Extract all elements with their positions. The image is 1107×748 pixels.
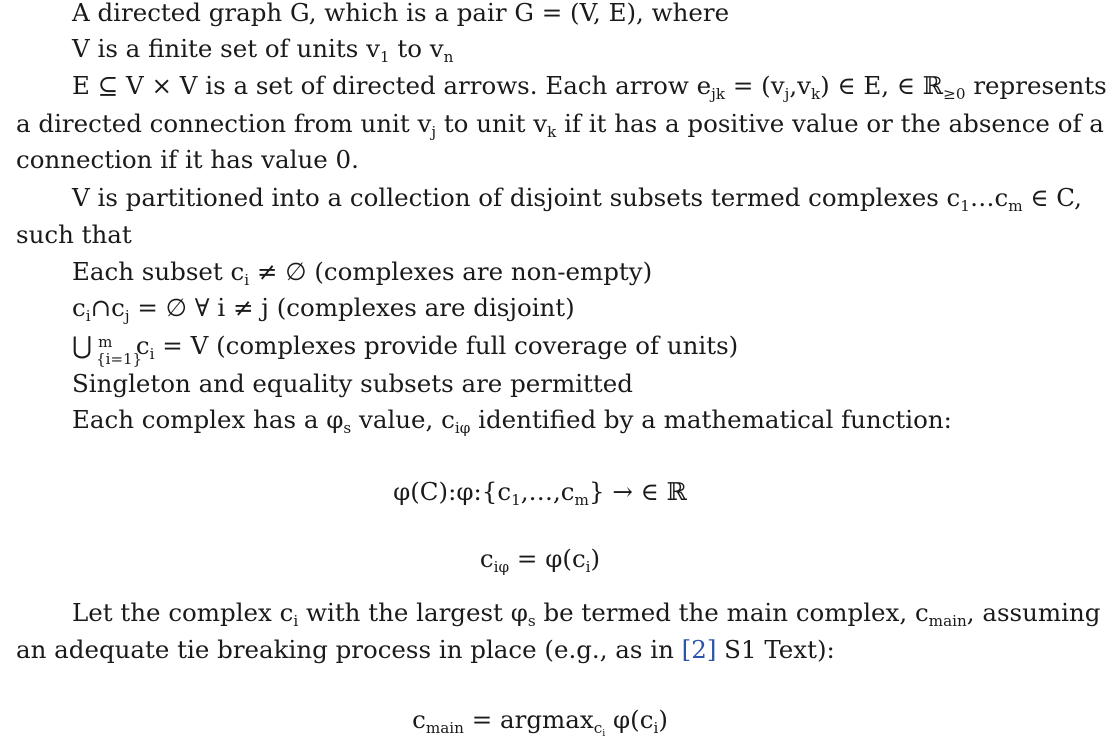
graph-definition-line [72, 0, 729, 29]
text: A directed graph G, which is a pair G = (V, E), where [72, 0, 730, 27]
text: connection if it has value 0. [16, 145, 359, 174]
subscript: main [425, 718, 464, 737]
subscript: j [784, 84, 790, 103]
text: to unit v [436, 109, 548, 138]
text: = (v [725, 71, 785, 100]
equation-phi-function [0, 476, 1080, 508]
text: E ⊆ V × V is a set of directed arrows. Each arrow e [72, 71, 712, 100]
text: = V (complexes provide full coverage of units) [154, 331, 739, 360]
subscript: 1 [960, 196, 970, 215]
subscript [594, 719, 606, 737]
text: represents [965, 71, 1107, 100]
subscript: ≥0 [943, 84, 966, 103]
text: c [72, 293, 86, 322]
subscript: j [431, 122, 437, 141]
text: φ(C):φ:{c [393, 477, 512, 506]
text: be termed the main complex, c [535, 598, 929, 627]
subscript: i [585, 557, 591, 576]
text: Let the complex c [72, 598, 294, 627]
coverage-condition [72, 330, 739, 368]
main-complex-paragraph-continuation [16, 634, 835, 666]
text: Each complex has a φ [72, 405, 344, 434]
subscript: i [602, 727, 606, 739]
text: = argmax [463, 705, 594, 734]
text: ,v [789, 71, 811, 100]
text: S1 Text): [716, 635, 835, 664]
text: with the largest φ [298, 598, 528, 627]
text: ) ∈ E, ∈ ℝ [820, 71, 944, 100]
text: a directed connection from unit v [16, 109, 432, 138]
subscript: iφ [454, 418, 471, 437]
subscript: s [527, 611, 536, 630]
subscript: i [149, 344, 155, 363]
text: c [593, 718, 603, 737]
subscript: i [293, 611, 299, 630]
subscript: k [547, 122, 557, 141]
text: V is a finite set of units v [72, 34, 380, 63]
subscript: i [85, 306, 91, 325]
text: ,…,c [520, 477, 575, 506]
text: Singleton and equality subsets are permitted [72, 369, 633, 398]
text: such that [16, 220, 132, 249]
subscript: 1 [379, 47, 390, 66]
subscript: n [443, 47, 454, 66]
partition-continuation [16, 219, 132, 251]
text: V is partitioned into a collection of disjoint subsets termed complexes c [72, 183, 961, 212]
text: , assuming [966, 598, 1101, 627]
main-complex-paragraph [72, 597, 1100, 629]
text: ) [590, 544, 601, 573]
text: φ(c [605, 705, 654, 734]
subscript: 1 [511, 490, 521, 509]
subscript: jk [711, 84, 726, 103]
subscript: k [810, 84, 821, 103]
text: an adequate tie breaking process in place (e.g., as in [16, 635, 682, 664]
equation-complex-value [0, 543, 1080, 575]
subscript: i [653, 718, 659, 737]
text: ≠ ∅ (complexes are non-empty) [249, 257, 653, 286]
non-empty-condition [72, 256, 652, 288]
arrows-definition-line [72, 70, 1107, 102]
subscript: {i=1} [96, 350, 143, 368]
subscript: iφ [493, 557, 510, 576]
subscript: m [1008, 196, 1023, 215]
text: to v [389, 34, 444, 63]
union-symbol: ⋃ [72, 331, 93, 360]
text: c [412, 705, 426, 734]
units-definition-line [72, 33, 453, 65]
superscript: m [98, 333, 113, 351]
text: ∩c [90, 293, 125, 322]
text: c [479, 544, 494, 573]
equation-main-complex [0, 704, 1080, 739]
arrows-definition-continuation [16, 108, 1104, 140]
text: if it has a positive value or the absence of a [556, 109, 1104, 138]
text: …c [969, 183, 1009, 212]
subscript: main [928, 611, 967, 630]
citation-link[interactable]: [2] [681, 635, 717, 664]
text: = ∅ ∀ i ≠ j (complexes are disjoint) [129, 293, 575, 322]
phi-value-line [72, 404, 952, 436]
text: = φ(c [509, 544, 586, 573]
text: value, c [351, 405, 455, 434]
text: identified by a mathematical function: [470, 405, 952, 434]
singleton-condition [72, 368, 633, 400]
subscript: i [244, 270, 250, 289]
text: ∈ C, [1022, 183, 1082, 212]
subscript: s [343, 418, 352, 437]
text: c [128, 331, 150, 360]
text: } → ∈ ℝ [588, 477, 687, 506]
subscript: m [574, 490, 589, 509]
text: ) [658, 705, 668, 734]
arrows-definition-end [16, 144, 359, 176]
union-limits [92, 332, 143, 368]
subscript: j [124, 306, 130, 325]
text: Each subset c [72, 257, 245, 286]
partition-line [72, 182, 1082, 214]
disjoint-condition [72, 292, 575, 324]
